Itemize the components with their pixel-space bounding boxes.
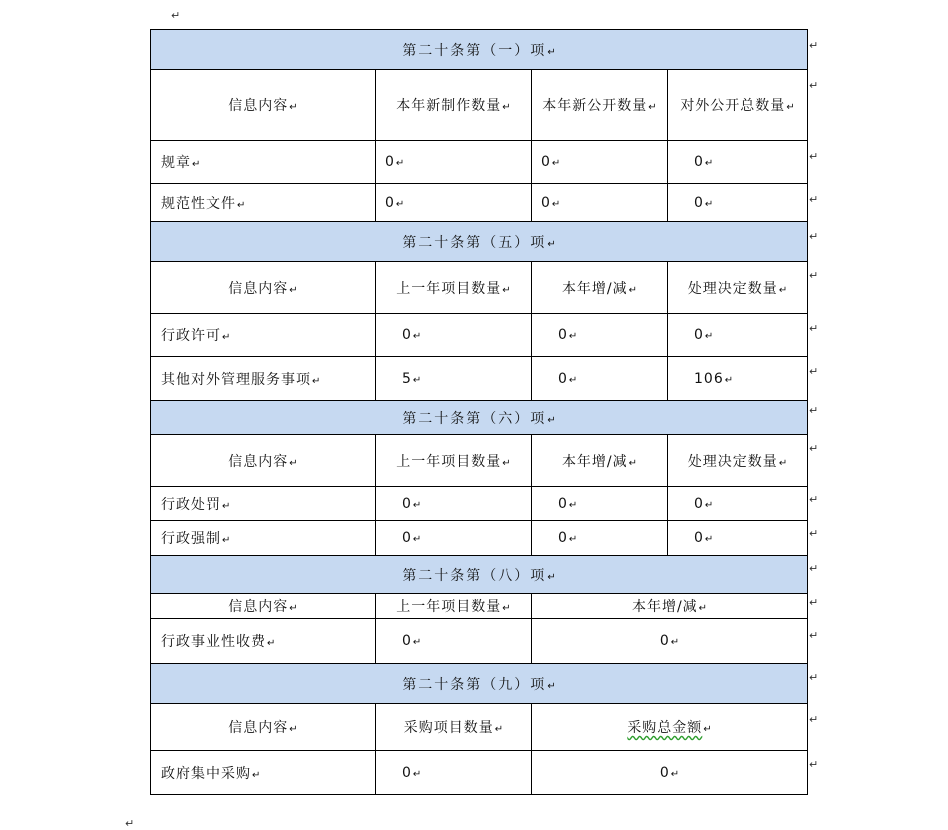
cell-end-mark: ↵ (568, 499, 578, 511)
cell-value: 0 (385, 154, 395, 170)
row-label: 行政处罚 (161, 496, 221, 513)
row-label-cell[interactable] (151, 521, 376, 556)
row-label: 行政许可 (161, 328, 221, 344)
cell-end-mark: ↵ (502, 603, 511, 614)
cell-value: 0 (402, 633, 412, 649)
row-end-mark: ↵ (809, 713, 819, 726)
header-label: 处理决定数量 (687, 280, 778, 297)
cell-end-mark: ↵ (412, 499, 422, 511)
cell-end-mark: ↵ (412, 534, 422, 545)
cell-end-mark: ↵ (395, 158, 405, 169)
cell-end-mark: ↵ (670, 637, 680, 648)
value-cell[interactable] (376, 357, 532, 401)
cell-end-mark: ↵ (502, 457, 511, 469)
header-cell[interactable] (532, 435, 668, 487)
column-header-row (151, 262, 808, 314)
header-cell[interactable] (376, 70, 532, 141)
header-label: 信息内容 (228, 720, 289, 736)
cell-end-mark: ↵ (628, 457, 638, 469)
cell-end-mark: ↵ (703, 724, 712, 735)
cell-end-mark: ↵ (222, 535, 231, 546)
cell-end-mark: ↵ (648, 102, 657, 113)
value-cell[interactable] (532, 619, 808, 664)
row-end-mark: ↵ (809, 39, 819, 52)
cell-end-mark: ↵ (724, 374, 734, 386)
header-label: 上一年项目数量 (396, 280, 502, 297)
header-label: 信息内容 (228, 280, 289, 297)
cell-end-mark: ↵ (547, 571, 556, 583)
value-cell[interactable] (532, 314, 668, 357)
header-cell[interactable] (376, 262, 532, 314)
cell-end-mark: ↵ (547, 46, 556, 58)
paragraph-mark-bottom: ↵ (125, 817, 135, 830)
row-end-mark: ↵ (809, 404, 819, 417)
value-cell[interactable] (532, 141, 668, 184)
cell-value: 0 (694, 530, 704, 546)
cell-end-mark: ↵ (547, 414, 556, 426)
row-end-mark: ↵ (809, 758, 819, 771)
header-cell[interactable] (151, 594, 376, 619)
cell-value: 0 (659, 764, 670, 781)
cell-end-mark: ↵ (412, 374, 422, 386)
row-end-mark: ↵ (809, 150, 819, 163)
section-title: 第二十条第（一）项 (402, 42, 547, 59)
section-title: 第二十条第（六）项 (402, 410, 547, 427)
section-title: 第二十条第（八）项 (402, 567, 547, 584)
row-end-mark: ↵ (809, 562, 819, 575)
cell-end-mark: ↵ (704, 198, 714, 210)
paragraph-mark-top: ↵ (171, 9, 181, 22)
table-row (151, 487, 808, 521)
row-label-cell[interactable] (151, 141, 376, 184)
section-header-5 (151, 222, 808, 262)
cell-end-mark: ↵ (704, 534, 714, 545)
value-cell[interactable] (668, 487, 808, 521)
header-label: 上一年项目数量 (396, 453, 502, 470)
value-cell[interactable] (376, 751, 532, 795)
header-cell[interactable] (532, 594, 808, 619)
cell-value: 0 (694, 154, 704, 170)
cell-end-mark: ↵ (312, 375, 321, 387)
cell-end-mark: ↵ (502, 102, 511, 113)
value-cell[interactable] (532, 751, 808, 795)
value-cell[interactable] (668, 141, 808, 184)
cell-end-mark: ↵ (704, 331, 714, 342)
cell-value: 5 (402, 370, 412, 387)
cell-end-mark: ↵ (289, 284, 298, 296)
section-title-cell[interactable] (151, 664, 808, 704)
value-cell[interactable] (668, 521, 808, 556)
cell-end-mark: ↵ (289, 102, 298, 113)
row-end-mark: ↵ (809, 322, 819, 335)
column-header-row (151, 594, 808, 619)
header-cell[interactable] (532, 704, 808, 751)
row-label: 行政事业性收费 (161, 634, 266, 650)
column-header-row (151, 435, 808, 487)
cell-end-mark: ↵ (222, 332, 231, 343)
header-cell[interactable] (376, 704, 532, 751)
row-end-mark: ↵ (809, 493, 819, 506)
section-title-cell[interactable] (151, 556, 808, 594)
header-label: 本年新制作数量 (396, 98, 502, 114)
value-cell[interactable] (532, 357, 668, 401)
section-title: 第二十条第（九）项 (402, 676, 547, 693)
header-cell[interactable] (532, 70, 668, 141)
cell-end-mark: ↵ (704, 499, 714, 511)
row-end-mark: ↵ (809, 527, 819, 540)
cell-value: 0 (541, 154, 551, 170)
row-label-cell[interactable] (151, 357, 376, 401)
row-end-mark: ↵ (809, 193, 819, 206)
cell-end-mark: ↵ (568, 534, 578, 545)
cell-value: 0 (694, 495, 704, 512)
column-header-row (151, 704, 808, 751)
header-cell[interactable] (668, 435, 808, 487)
row-label: 其他对外管理服务事项 (161, 371, 311, 388)
cell-end-mark: ↵ (698, 603, 708, 614)
value-cell[interactable] (532, 521, 668, 556)
header-label: 本年新公开数量 (542, 98, 648, 114)
cell-value: 0 (385, 194, 395, 211)
section-header-6 (151, 401, 808, 435)
header-cell[interactable] (151, 262, 376, 314)
header-label: 上一年项目数量 (396, 599, 502, 615)
row-label-cell[interactable] (151, 619, 376, 664)
value-cell[interactable] (376, 314, 532, 357)
row-end-mark: ↵ (809, 365, 819, 378)
row-end-mark: ↵ (809, 629, 819, 642)
cell-end-mark: ↵ (704, 158, 714, 169)
row-label-cell[interactable] (151, 314, 376, 357)
cell-end-mark: ↵ (670, 768, 680, 780)
cell-value: 0 (558, 495, 568, 512)
cell-end-mark: ↵ (547, 680, 556, 692)
table-row (151, 141, 808, 184)
table-row (151, 184, 808, 222)
cell-end-mark: ↵ (412, 637, 422, 648)
cell-value: 0 (402, 764, 412, 781)
cell-end-mark: ↵ (222, 500, 231, 512)
cell-end-mark: ↵ (502, 284, 511, 296)
header-label: 对外公开总数量 (680, 98, 786, 114)
table-row (151, 751, 808, 795)
cell-value: 0 (558, 370, 568, 387)
section-title: 第二十条第（五）项 (402, 234, 547, 251)
table-row (151, 357, 808, 401)
section-header-9 (151, 664, 808, 704)
cell-value: 0 (541, 194, 551, 211)
section-title-cell[interactable] (151, 30, 808, 70)
header-cell[interactable] (151, 70, 376, 141)
value-cell[interactable] (532, 487, 668, 521)
row-label: 行政强制 (161, 531, 221, 547)
cell-end-mark: ↵ (547, 238, 556, 250)
row-end-mark: ↵ (809, 269, 819, 282)
cell-end-mark: ↵ (412, 331, 422, 342)
header-cell[interactable] (151, 704, 376, 751)
cell-end-mark: ↵ (192, 159, 201, 170)
cell-end-mark: ↵ (289, 603, 298, 614)
cell-value: 0 (694, 327, 704, 343)
cell-end-mark: ↵ (395, 198, 405, 210)
cell-end-mark: ↵ (628, 284, 638, 296)
cell-end-mark: ↵ (568, 331, 578, 342)
cell-end-mark: ↵ (778, 284, 788, 296)
disclosure-table (150, 29, 808, 795)
value-cell[interactable] (668, 357, 808, 401)
row-end-mark: ↵ (809, 79, 819, 92)
row-end-mark: ↵ (809, 230, 819, 243)
table-row (151, 314, 808, 357)
cell-value: 0 (402, 327, 412, 343)
value-cell[interactable] (532, 184, 668, 222)
header-label: 本年增/减 (561, 453, 628, 470)
header-cell[interactable] (668, 262, 808, 314)
cell-end-mark: ↵ (778, 457, 788, 469)
cell-value: 0 (402, 495, 412, 512)
header-label: 本年增/减 (561, 280, 628, 297)
header-label: 采购总金额 (627, 720, 703, 736)
value-cell[interactable] (376, 619, 532, 664)
row-end-mark: ↵ (809, 596, 819, 609)
value-cell[interactable] (376, 141, 532, 184)
cell-end-mark: ↵ (289, 457, 298, 469)
cell-end-mark: ↵ (551, 198, 561, 210)
section-header-8 (151, 556, 808, 594)
value-cell[interactable] (376, 184, 532, 222)
row-label-cell[interactable] (151, 751, 376, 795)
value-cell[interactable] (376, 487, 532, 521)
header-label: 信息内容 (228, 453, 289, 470)
cell-end-mark: ↵ (412, 768, 422, 780)
cell-end-mark: ↵ (237, 199, 246, 211)
row-label: 规范性文件 (161, 195, 236, 212)
section-title-cell[interactable] (151, 222, 808, 262)
value-cell[interactable] (668, 184, 808, 222)
header-cell[interactable] (532, 262, 668, 314)
table-row (151, 521, 808, 556)
cell-end-mark: ↵ (568, 374, 578, 386)
column-header-row (151, 70, 808, 141)
section-header-1 (151, 30, 808, 70)
row-end-mark: ↵ (809, 671, 819, 684)
cell-value: 0 (558, 327, 568, 343)
header-cell[interactable] (376, 594, 532, 619)
table-row (151, 619, 808, 664)
section-title-cell[interactable] (151, 401, 808, 435)
header-cell[interactable] (668, 70, 808, 141)
header-label: 采购项目数量 (403, 720, 494, 736)
cell-value: 0 (694, 194, 704, 211)
header-cell[interactable] (151, 435, 376, 487)
value-cell[interactable] (668, 314, 808, 357)
row-end-mark: ↵ (809, 442, 819, 455)
cell-value: 106 (694, 370, 724, 387)
cell-end-mark: ↵ (551, 158, 561, 169)
header-cell[interactable] (376, 435, 532, 487)
cell-end-mark: ↵ (267, 638, 276, 649)
cell-end-mark: ↵ (494, 724, 504, 735)
header-label: 信息内容 (228, 98, 289, 114)
value-cell[interactable] (376, 521, 532, 556)
row-label-cell[interactable] (151, 184, 376, 222)
cell-end-mark: ↵ (289, 724, 298, 735)
row-label: 规章 (161, 155, 191, 171)
row-label-cell[interactable] (151, 487, 376, 521)
cell-value: 0 (659, 633, 670, 649)
row-label: 政府集中采购 (161, 765, 251, 782)
cell-end-mark: ↵ (786, 102, 795, 113)
cell-end-mark: ↵ (252, 769, 261, 781)
header-label: 本年增/减 (631, 599, 698, 615)
cell-value: 0 (402, 530, 412, 546)
header-label: 处理决定数量 (687, 453, 778, 470)
header-label: 信息内容 (228, 599, 289, 615)
cell-value: 0 (558, 530, 568, 546)
